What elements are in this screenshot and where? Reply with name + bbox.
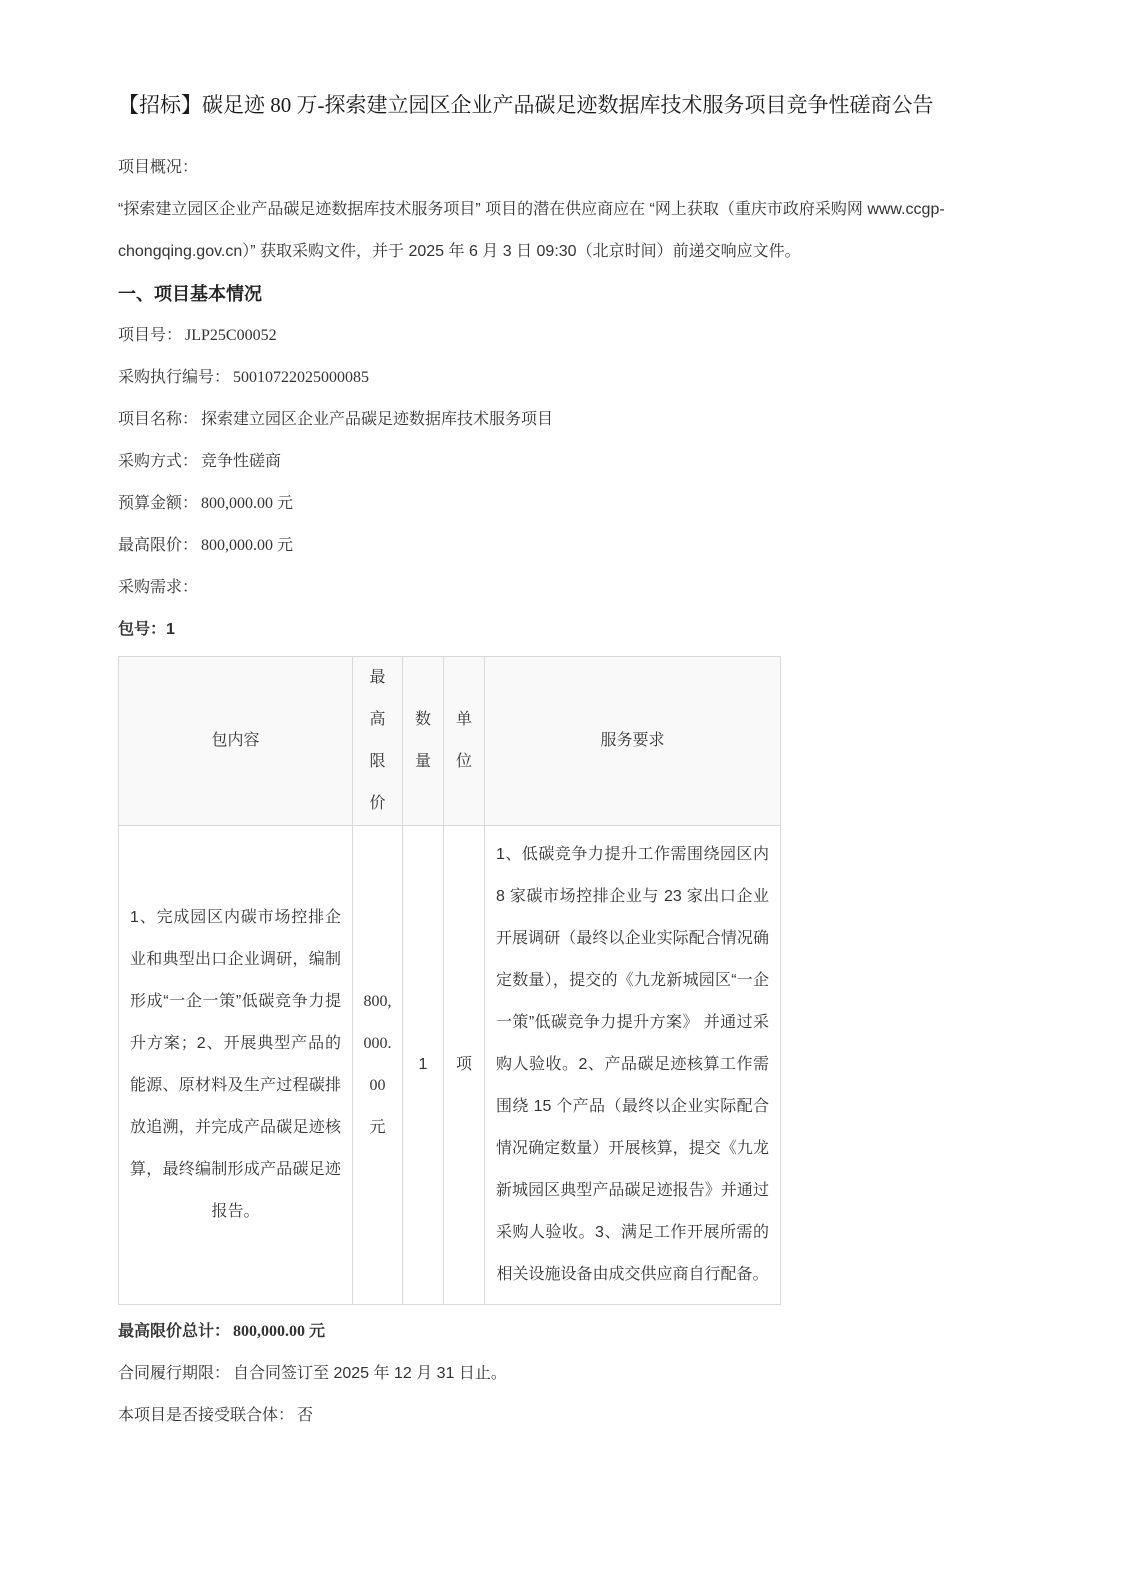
field-max-price-label: 最高限价： [118,536,199,554]
field-procurement-demand-label: 采购需求： [118,578,199,596]
header-package-content [119,656,353,825]
header-unit [444,656,485,825]
cell-service-requirements: 1、低碳竞争力提升工作需围绕园区内 8 家碳市场控排企业与 23 家出口企业开展调研（最终以企业实际配合情况确定数量），提交的《九龙新城园区“一企一策”低碳竞争力提升方案》 并通过采购人验收。2、产品碳足迹核算工作需围绕 15 个产品（最终以企业实际配合情况确定数量）开展核算，提交《九龙新城园区典型产品碳足迹报告》并通过采购人验收。3、满足工作开展所需的相关设施设备由成交供应商自行配备。 [485,825,781,1304]
field-project-number [118,315,1010,357]
header-unit-label: 单位 [456,710,473,770]
cell-package-content: 1、完成园区内碳市场控排企业和典型出口企业调研，编制形成“一企一策”低碳竞争力提升方案；2、开展典型产品的能源、原材料及生产过程碳排放追溯，并完成产品碳足迹核算，最终编制形成产品碳足迹报告。 [119,825,353,1304]
field-procurement-exec-number [118,357,1010,399]
contract-period-label: 合同履行期限： [118,1364,231,1382]
table-header-row [119,656,781,825]
cell-unit: 项 [444,825,485,1304]
package-table [118,656,781,1305]
field-max-price [118,525,1010,567]
contract-period-value: 自合同签订至 2025 年 12 月 31 日止。 [233,1364,507,1382]
field-budget-amount [118,483,1010,525]
total-max-price-row [118,1311,1010,1353]
field-project-name-label: 项目名称： [118,410,199,428]
field-project-name-value: 探索建立园区企业产品碳足迹数据库技术服务项目 [201,410,554,428]
field-procurement-exec-number-value: 50010722025000085 [233,368,370,386]
overview-label: 项目概况： [118,158,199,176]
header-package-content-label: 包内容 [211,731,260,749]
contract-period-row [118,1353,1010,1395]
field-procurement-method [118,441,1010,483]
field-procurement-method-label: 采购方式： [118,452,199,470]
field-budget-amount-label: 预算金额： [118,494,199,512]
total-max-price-value: 800,000.00 元 [233,1322,326,1340]
field-project-number-label: 项目号： [118,326,183,344]
overview-paragraph: “探索建立园区企业产品碳足迹数据库技术服务项目” 项目的潜在供应商应在 “网上获取（重庆市政府采购网 www.ccgp-chongqing.gov.cn）” 获取采购文件，并于 2025 年 6 月 3 日 09:30（北京时间）前递交响应文件。 [118,200,945,260]
header-quantity [403,656,444,825]
header-service-requirements-label: 服务要求 [600,731,665,749]
cell-max-price: 800,000.00 元 [353,825,403,1304]
field-procurement-method-value: 竞争性磋商 [201,452,282,470]
field-project-name [118,399,1010,441]
consortium-row [118,1395,1010,1437]
field-project-number-value: JLP25C00052 [185,326,277,344]
header-quantity-label: 数量 [415,710,432,770]
header-max-price-label: 最高限价 [369,668,386,812]
field-budget-amount-value: 800,000.00 元 [201,494,294,512]
cell-quantity: 1 [403,825,444,1304]
field-max-price-value: 800,000.00 元 [201,536,294,554]
consortium-label: 本项目是否接受联合体： [118,1406,295,1424]
field-procurement-demand [118,567,1010,609]
header-max-price [353,656,403,825]
table-row [119,825,781,1304]
section-heading-basic-info: 一、项目基本情况 [118,283,262,304]
total-max-price-label: 最高限价总计： [118,1322,231,1340]
consortium-value: 否 [297,1406,314,1424]
package-number-label: 包号：1 [118,620,175,638]
field-procurement-exec-number-label: 采购执行编号： [118,368,231,386]
header-service-requirements [485,656,781,825]
page-title: 【招标】碳足迹 80 万-探索建立园区企业产品碳足迹数据库技术服务项目竞争性磋商公告 [118,93,934,117]
